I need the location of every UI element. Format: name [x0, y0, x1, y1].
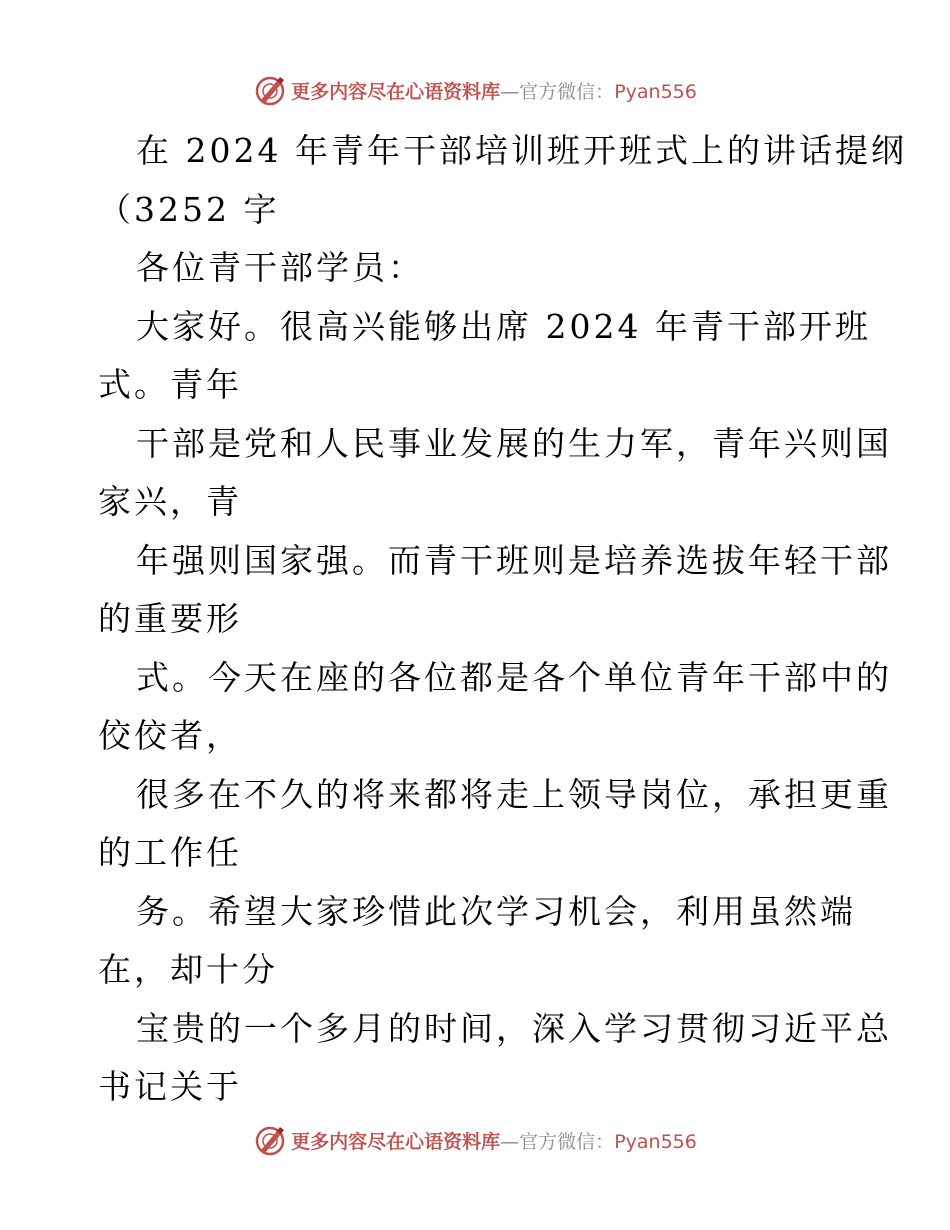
footer-site-text: 更多内容尽在心语资料库 [291, 1130, 501, 1153]
paragraph-line: 宝贵的一个多月的时间，深入学习贯彻习近平总 [136, 1008, 892, 1048]
footer-banner [0, 1120, 950, 1160]
document-body [98, 122, 907, 1117]
pen-nib-logo-icon [253, 73, 287, 107]
paragraph-line: 在，却十分 [98, 950, 278, 989]
paragraph-line: 书记关于 [98, 1067, 242, 1106]
header-banner [0, 70, 950, 110]
paragraph-line: 的工作任 [98, 833, 242, 872]
footer-wechat-id: Pyan556 [614, 1130, 697, 1153]
footer-wechat-label: 官方微信： [519, 1130, 615, 1153]
header-wechat-label: 官方微信： [519, 80, 615, 103]
paragraph-line: 式。青年 [98, 365, 242, 404]
header-banner-text [291, 77, 697, 104]
paragraph-line: 年强则国家强。而青干班则是培养选拔年轻干部 [136, 540, 892, 580]
paragraph-line: 式。今天在座的各位都是各个单位青年干部中的 [136, 657, 892, 697]
paragraph-line: 的重要形 [98, 599, 242, 638]
pen-nib-logo-icon [253, 1123, 287, 1157]
paragraph-line: 家兴，青 [98, 482, 242, 521]
paragraph-line: 佼佼者， [98, 716, 242, 755]
document-title-line-2: （3252 字 [98, 189, 280, 229]
salutation: 各位青干部学员： [136, 248, 424, 287]
paragraph-line: 很多在不久的将来都将走上领导岗位，承担更重 [136, 774, 892, 814]
header-site-text: 更多内容尽在心语资料库 [291, 80, 501, 103]
header-wechat-id: Pyan556 [614, 80, 697, 103]
footer-banner-text [291, 1127, 697, 1154]
document-title-line-1: 在 2024 年青年干部培训班开班式上的讲话提纲 [136, 131, 907, 170]
header-dash: — [500, 80, 520, 103]
paragraph-line: 大家好。很高兴能够出席 2024 年青干部开班 [136, 306, 871, 346]
paragraph-line: 务。希望大家珍惜此次学习机会，利用虽然端 [136, 891, 856, 931]
footer-dash: — [500, 1130, 520, 1153]
paragraph-line: 干部是党和人民事业发展的生力军，青年兴则国 [136, 423, 892, 463]
